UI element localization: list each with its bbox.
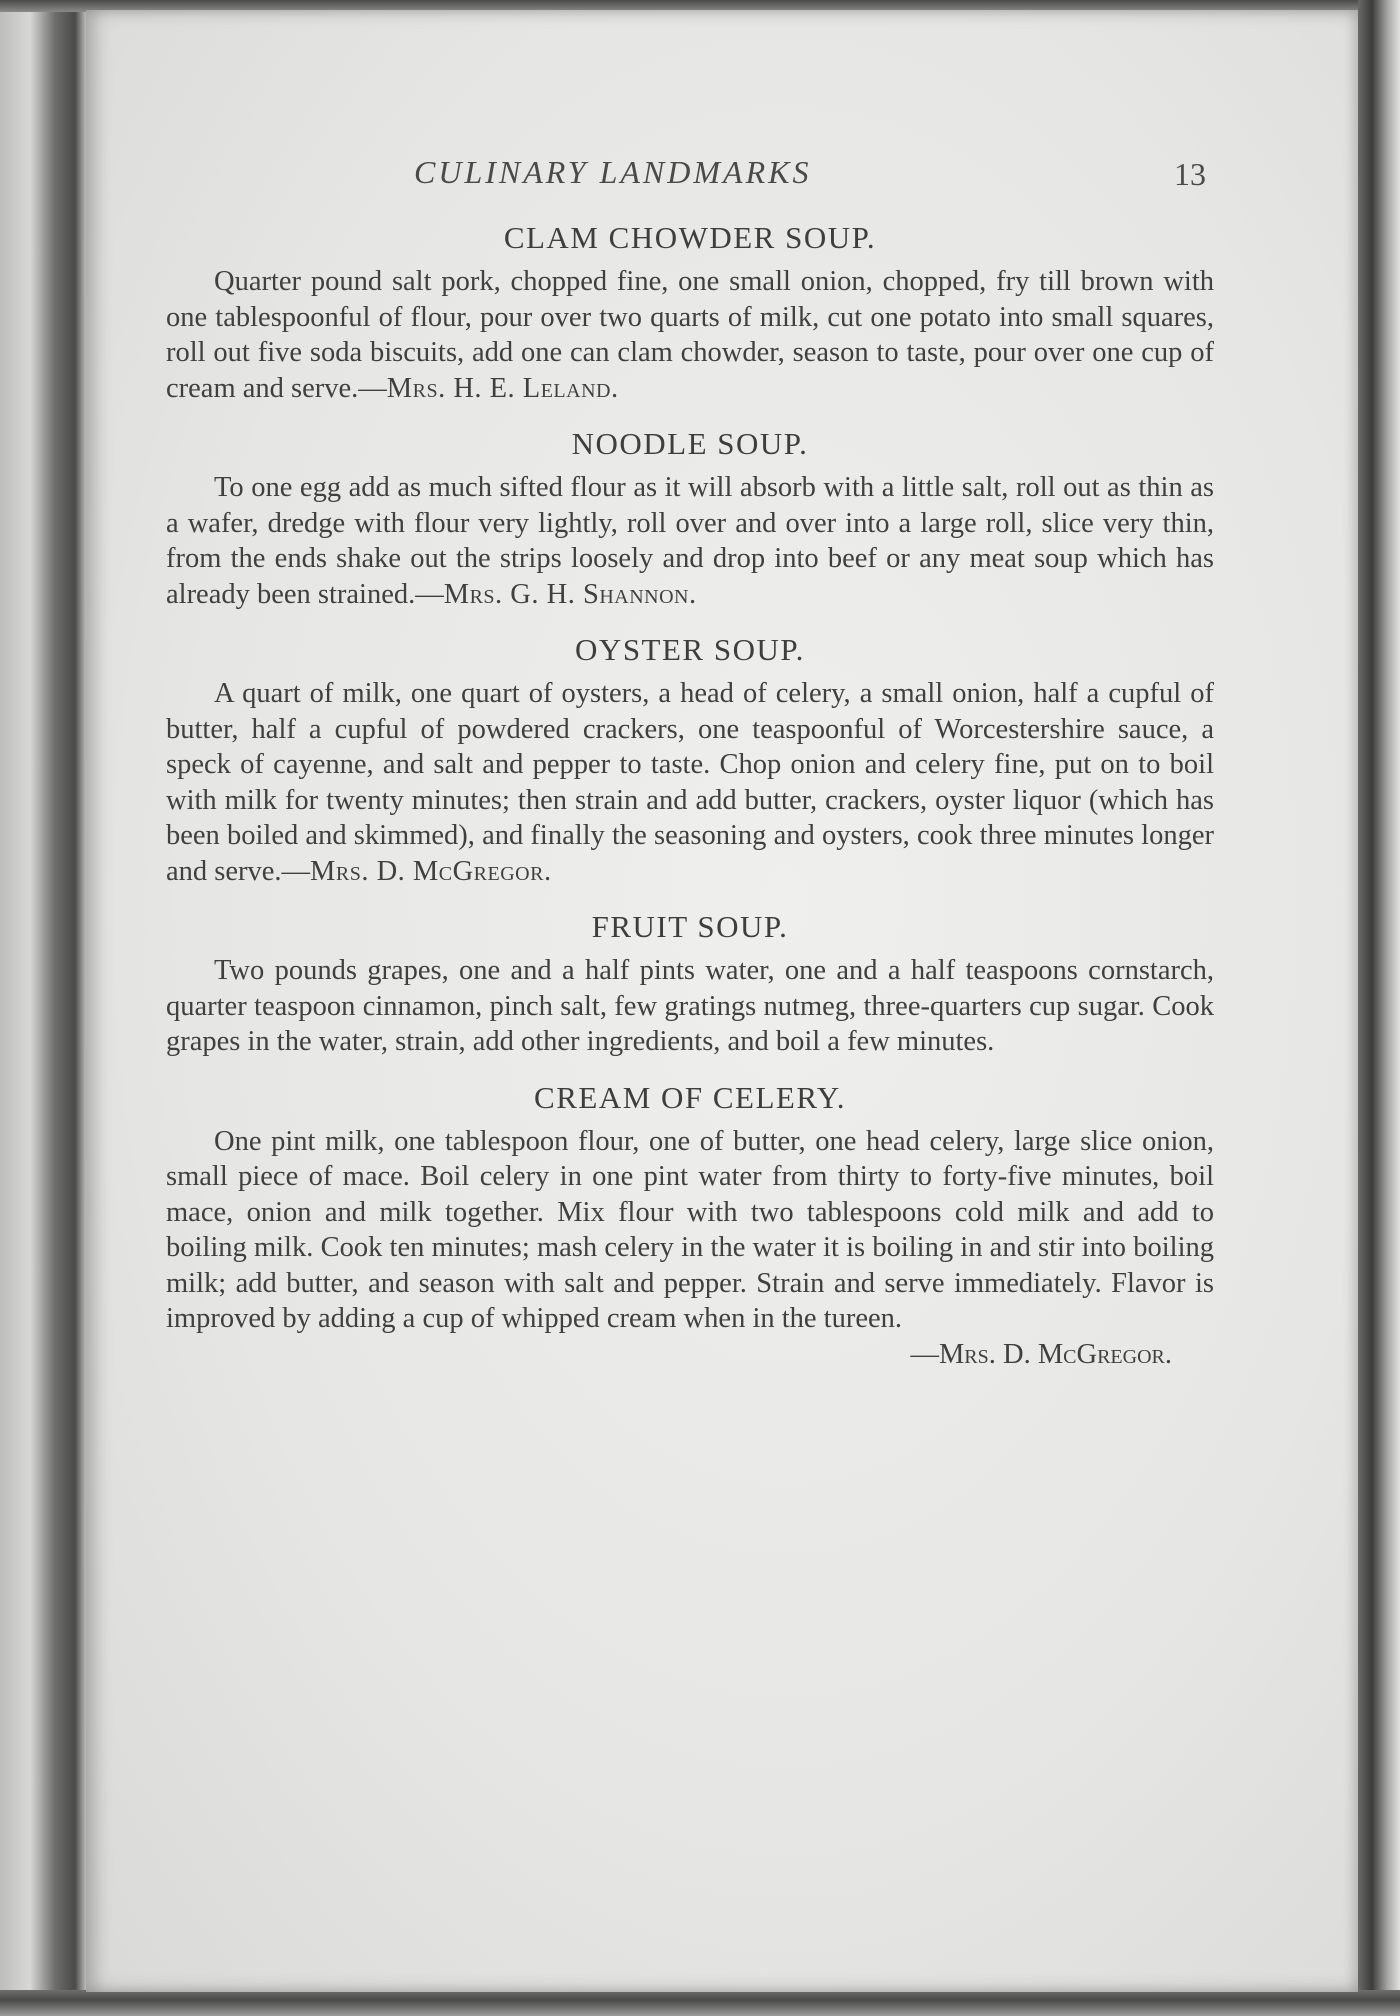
recipe-cream-of-celery bbox=[166, 1080, 1214, 1373]
recipe-clam-chowder-soup bbox=[166, 220, 1214, 406]
recipe-oyster-soup bbox=[166, 632, 1214, 889]
page-content bbox=[166, 150, 1214, 1373]
recipe-body bbox=[166, 264, 1214, 406]
recipe-title: NOODLE SOUP. bbox=[571, 426, 809, 461]
recipe-author: —Mrs. D. McGregor. bbox=[910, 1338, 1172, 1370]
recipe-body bbox=[166, 676, 1214, 889]
recipe-text: Quarter pound salt pork, chopped fine, one small onion, chopped, fry till brown with one tablespoonful of flour, pour over two quarts of milk, cut one potato into small squares, roll out five soda biscuits, add one can clam chowder, season to taste, pour over one cup of cream and serve.— bbox=[166, 266, 1214, 404]
scan-bottom-edge bbox=[0, 1990, 1400, 2016]
recipe-author: Mrs. H. E. Leland. bbox=[386, 372, 619, 404]
recipe-fruit-soup bbox=[166, 909, 1214, 1060]
recipe-title: CLAM CHOWDER SOUP. bbox=[503, 220, 877, 255]
scan-right-edge bbox=[1358, 0, 1400, 2016]
running-title: CULINARY LANDMARKS bbox=[414, 154, 812, 190]
page-number: 13 bbox=[1174, 156, 1206, 192]
book-binding bbox=[0, 0, 88, 2016]
recipe-body: One pint milk, one tablespoon flour, one of butter, one head celery, large slice onion, small piece of mace. Boil celery in one pint water from thirty to forty-five minutes, boil mace, onion and milk together. Mix flour with two tablespoons cold milk and add to boiling milk. Cook ten minutes; mash celery in the water it is boiling in and stir into boiling milk; add butter, and season with salt and pepper. Strain and serve immediately. Flavor is improved by adding a cup of whipped cream when in the tureen. bbox=[166, 1125, 1214, 1334]
recipe-text: Two pounds grapes, one and a half pints water, one and a half teaspoons cornstarch, quarter teaspoon cinnamon, pinch salt, few gratings nutmeg, three-quarters cup sugar. Cook grapes in the water, strain, add other ingredients, and boil a few minutes. bbox=[166, 955, 1214, 1057]
recipe-author: Mrs. G. H. Shannon. bbox=[443, 578, 697, 610]
recipe-body bbox=[166, 470, 1214, 612]
recipe-title: FRUIT SOUP. bbox=[591, 909, 789, 944]
recipe-title: CREAM OF CELERY. bbox=[534, 1079, 846, 1115]
recipe-author: Mrs. D. McGregor. bbox=[310, 855, 552, 887]
recipe-body bbox=[166, 953, 1214, 1060]
book-page bbox=[86, 10, 1358, 1992]
recipe-noodle-soup bbox=[166, 426, 1214, 612]
recipe-text: To one egg add as much sifted flour as it will absorb with a little salt, roll out as thin as a wafer, dredge with flour very lightly, roll over and over into a large roll, slice very thin, from the ends shake out the strips loosely and drop into beef or any meat soup which has already been strained.— bbox=[166, 472, 1214, 610]
recipe-title: OYSTER SOUP. bbox=[575, 632, 805, 667]
running-header bbox=[166, 150, 1214, 200]
recipe-text: A quart of milk, one quart of oysters, a head of celery, a small onion, half a cupful of butter, half a cupful of powdered crackers, one teaspoonful of Worcestershire sauce, a speck of cayenne, and salt and pepper to taste. Chop onion and celery fine, put on to boil with milk for twenty minutes; then strain and add butter, crackers, oyster liquor (which has been boiled and skimmed), and finally the seasoning and oysters, cook three minutes longer and serve.— bbox=[166, 678, 1214, 887]
